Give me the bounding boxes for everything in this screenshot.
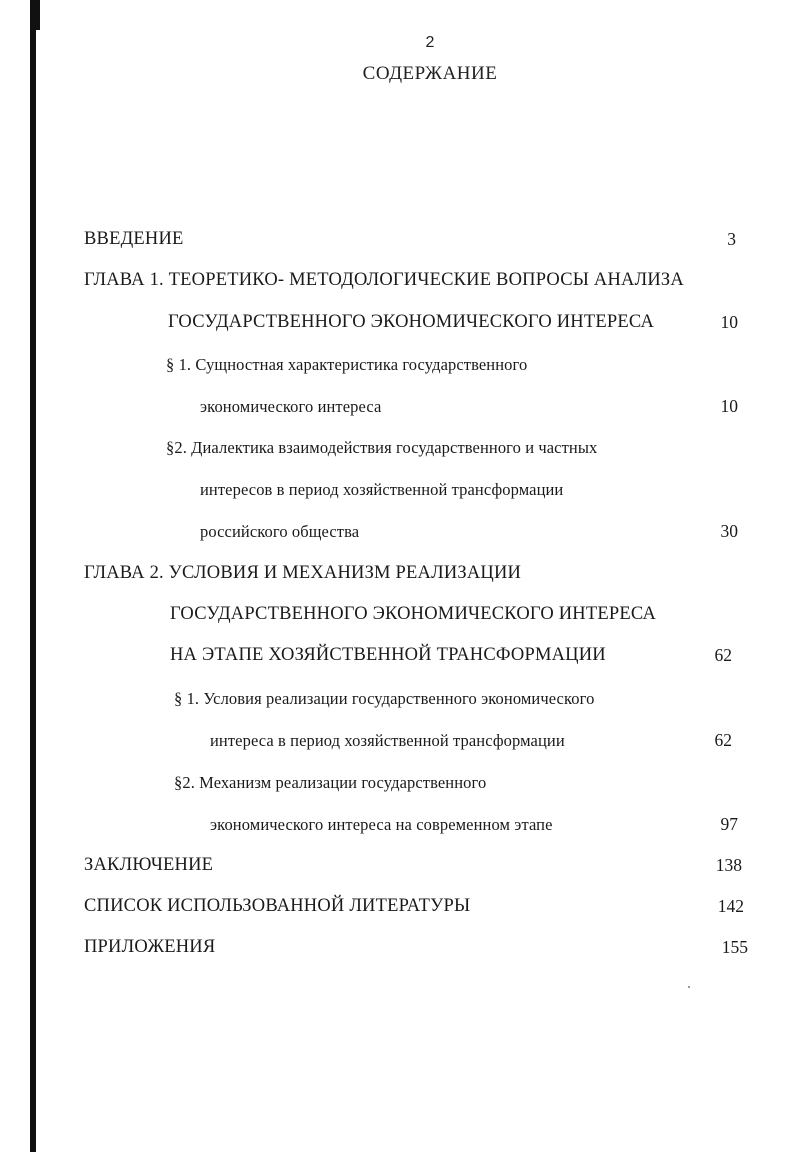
toc-section2-2-line2: экономического интереса на современном этапе [210, 815, 553, 834]
toc-conclusion-page: 138 [715, 855, 742, 875]
toc-chapter1-page: 10 [720, 312, 738, 332]
toc-chapter1-line1: ГЛАВА 1. ТЕОРЕТИКО- МЕТОДОЛОГИЧЕСКИЕ ВОПРОСЫ АНАЛИЗА [84, 270, 684, 290]
toc-section2-2-page: 97 [720, 814, 738, 834]
toc-section1-1-line2: экономического интереса [200, 397, 382, 416]
toc-chapter1-line2: ГОСУДАРСТВЕННОГО ЭКОНОМИЧЕСКОГО ИНТЕРЕСА [168, 312, 655, 332]
toc-conclusion-label: ЗАКЛЮЧЕНИЕ [84, 855, 214, 875]
toc-intro-page: 3 [727, 229, 736, 249]
toc-section2-1-page: 62 [714, 730, 732, 750]
toc-references-page: 142 [717, 896, 744, 916]
toc-section1-2-line1: §2. Диалектика взаимодействия государственного и частных [166, 438, 598, 457]
toc-section1-2-line3: российского общества [200, 522, 360, 541]
toc-section1-1-line1: § 1. Сущностная характеристика государственного [166, 355, 528, 374]
scan-speck [688, 986, 690, 988]
toc-section1-2-line2: интересов в период хозяйственной трансформации [200, 480, 564, 499]
toc-section2-1-line2: интереса в период хозяйственной трансформации [210, 731, 565, 750]
page-title: СОДЕРЖАНИЕ [362, 63, 498, 84]
toc-chapter2-page: 62 [714, 645, 732, 665]
toc-section2-1-line1: § 1. Условия реализации государственного экономического [174, 689, 595, 708]
page-number: 2 [425, 34, 435, 51]
toc-appendix-label: ПРИЛОЖЕНИЯ [84, 937, 216, 957]
toc-chapter2-line3: НА ЭТАПЕ ХОЗЯЙСТВЕННОЙ ТРАНСФОРМАЦИИ [170, 645, 606, 665]
scan-edge-shadow [30, 0, 36, 1152]
toc-section1-2-page: 30 [720, 521, 738, 541]
toc-appendix-page: 155 [721, 937, 748, 957]
toc-references-label: СПИСОК ИСПОЛЬЗОВАННОЙ ЛИТЕРАТУРЫ [84, 896, 471, 916]
toc-section2-2-line1: §2. Механизм реализации государственного [174, 773, 487, 792]
toc-chapter2-line1: ГЛАВА 2. УСЛОВИЯ И МЕХАНИЗМ РЕАЛИЗАЦИИ [84, 563, 522, 583]
toc-section1-1-page: 10 [720, 396, 738, 416]
scan-edge-top [30, 0, 40, 30]
toc-chapter2-line2: ГОСУДАРСТВЕННОГО ЭКОНОМИЧЕСКОГО ИНТЕРЕСА [170, 604, 657, 624]
toc-intro-label: ВВЕДЕНИЕ [84, 229, 184, 249]
